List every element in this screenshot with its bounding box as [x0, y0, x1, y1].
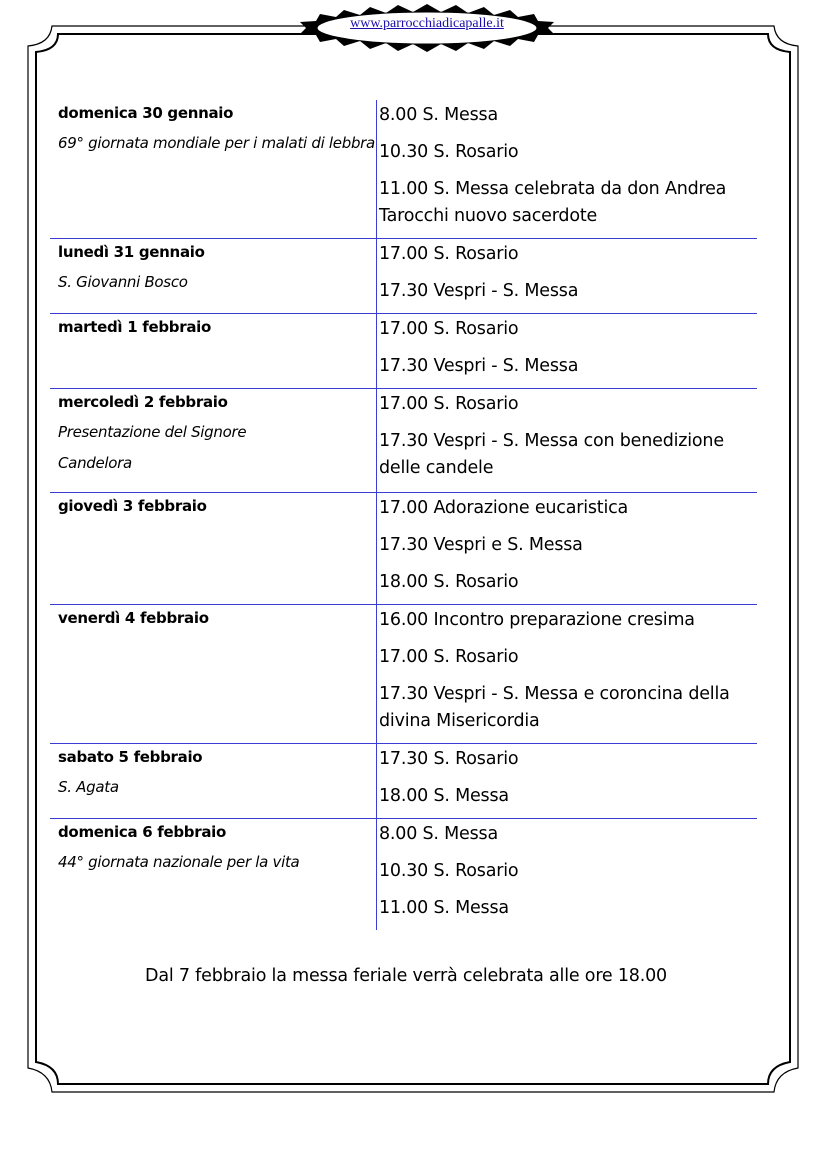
day-title: venerdì 4 febbraio — [58, 609, 209, 627]
event-entry: 17.30 Vespri - S. Messa — [379, 281, 579, 301]
schedule-row — [50, 605, 757, 744]
schedule-row — [50, 819, 757, 930]
schedule-row — [50, 314, 757, 389]
event-entry: 18.00 S. Messa — [379, 786, 509, 806]
parish-website-link[interactable]: www.parrocchiadicapalle.it — [350, 16, 504, 31]
event-entry: 17.00 S. Rosario — [379, 647, 519, 667]
weekly-schedule-table — [50, 100, 757, 930]
day-note: Candelora — [58, 454, 132, 472]
event-entry: 10.30 S. Rosario — [379, 861, 519, 881]
event-entry: 17.30 Vespri e S. Messa — [379, 535, 583, 555]
schedule-row — [50, 100, 757, 239]
day-cell — [50, 819, 376, 930]
event-entry: 17.30 Vespri - S. Messa — [379, 356, 579, 376]
day-title: sabato 5 febbraio — [58, 748, 203, 766]
schedule-row — [50, 744, 757, 819]
event-entry: 17.00 S. Rosario — [379, 244, 519, 264]
events-cell — [376, 819, 757, 930]
schedule-row — [50, 239, 757, 314]
event-entry: 17.30 S. Rosario — [379, 749, 519, 769]
day-cell — [50, 239, 376, 313]
day-note: 69° giornata mondiale per i malati di lebbra — [58, 134, 375, 152]
day-note: Presentazione del Signore — [58, 423, 247, 441]
schedule-row — [50, 493, 757, 605]
events-cell — [376, 389, 757, 492]
event-entry: 18.00 S. Rosario — [379, 572, 519, 592]
day-note: S. Giovanni Bosco — [58, 273, 188, 291]
schedule-row — [50, 389, 757, 493]
event-entry: 17.00 S. Rosario — [379, 394, 519, 414]
day-note: 44° giornata nazionale per la vita — [58, 853, 300, 871]
day-title: mercoledì 2 febbraio — [58, 393, 228, 411]
event-entry: 11.00 S. Messa celebrata da don Andrea Tarocchi nuovo sacerdote — [379, 179, 727, 226]
day-cell — [50, 744, 376, 818]
day-cell — [50, 314, 376, 388]
day-cell — [50, 605, 376, 743]
event-entry: 17.30 Vespri - S. Messa con benedizione delle candele — [379, 431, 724, 478]
event-entry: 16.00 Incontro preparazione cresima — [379, 610, 695, 630]
day-title: martedì 1 febbraio — [58, 318, 211, 336]
day-cell — [50, 493, 376, 604]
day-title: domenica 6 febbraio — [58, 823, 227, 841]
event-entry: 17.00 S. Rosario — [379, 319, 519, 339]
day-note: S. Agata — [58, 778, 119, 796]
event-entry: 17.00 Adorazione eucaristica — [379, 498, 629, 518]
day-title: domenica 30 gennaio — [58, 104, 234, 122]
event-entry: 10.30 S. Rosario — [379, 142, 519, 162]
event-entry: 8.00 S. Messa — [379, 824, 498, 844]
events-cell — [376, 100, 757, 238]
events-cell — [376, 239, 757, 313]
events-cell — [376, 314, 757, 388]
events-cell — [376, 744, 757, 818]
day-title: giovedì 3 febbraio — [58, 497, 207, 515]
events-cell — [376, 605, 757, 743]
weekday-mass-notice: Dal 7 febbraio la messa feriale verrà celebrata alle ore 18.00 — [145, 966, 667, 986]
day-title: lunedì 31 gennaio — [58, 243, 205, 261]
day-cell — [50, 100, 376, 238]
event-entry: 11.00 S. Messa — [379, 898, 509, 918]
event-entry: 8.00 S. Messa — [379, 105, 498, 125]
event-entry: 17.30 Vespri - S. Messa e coroncina della divina Misericordia — [379, 684, 730, 731]
events-cell — [376, 493, 757, 604]
day-cell — [50, 389, 376, 492]
